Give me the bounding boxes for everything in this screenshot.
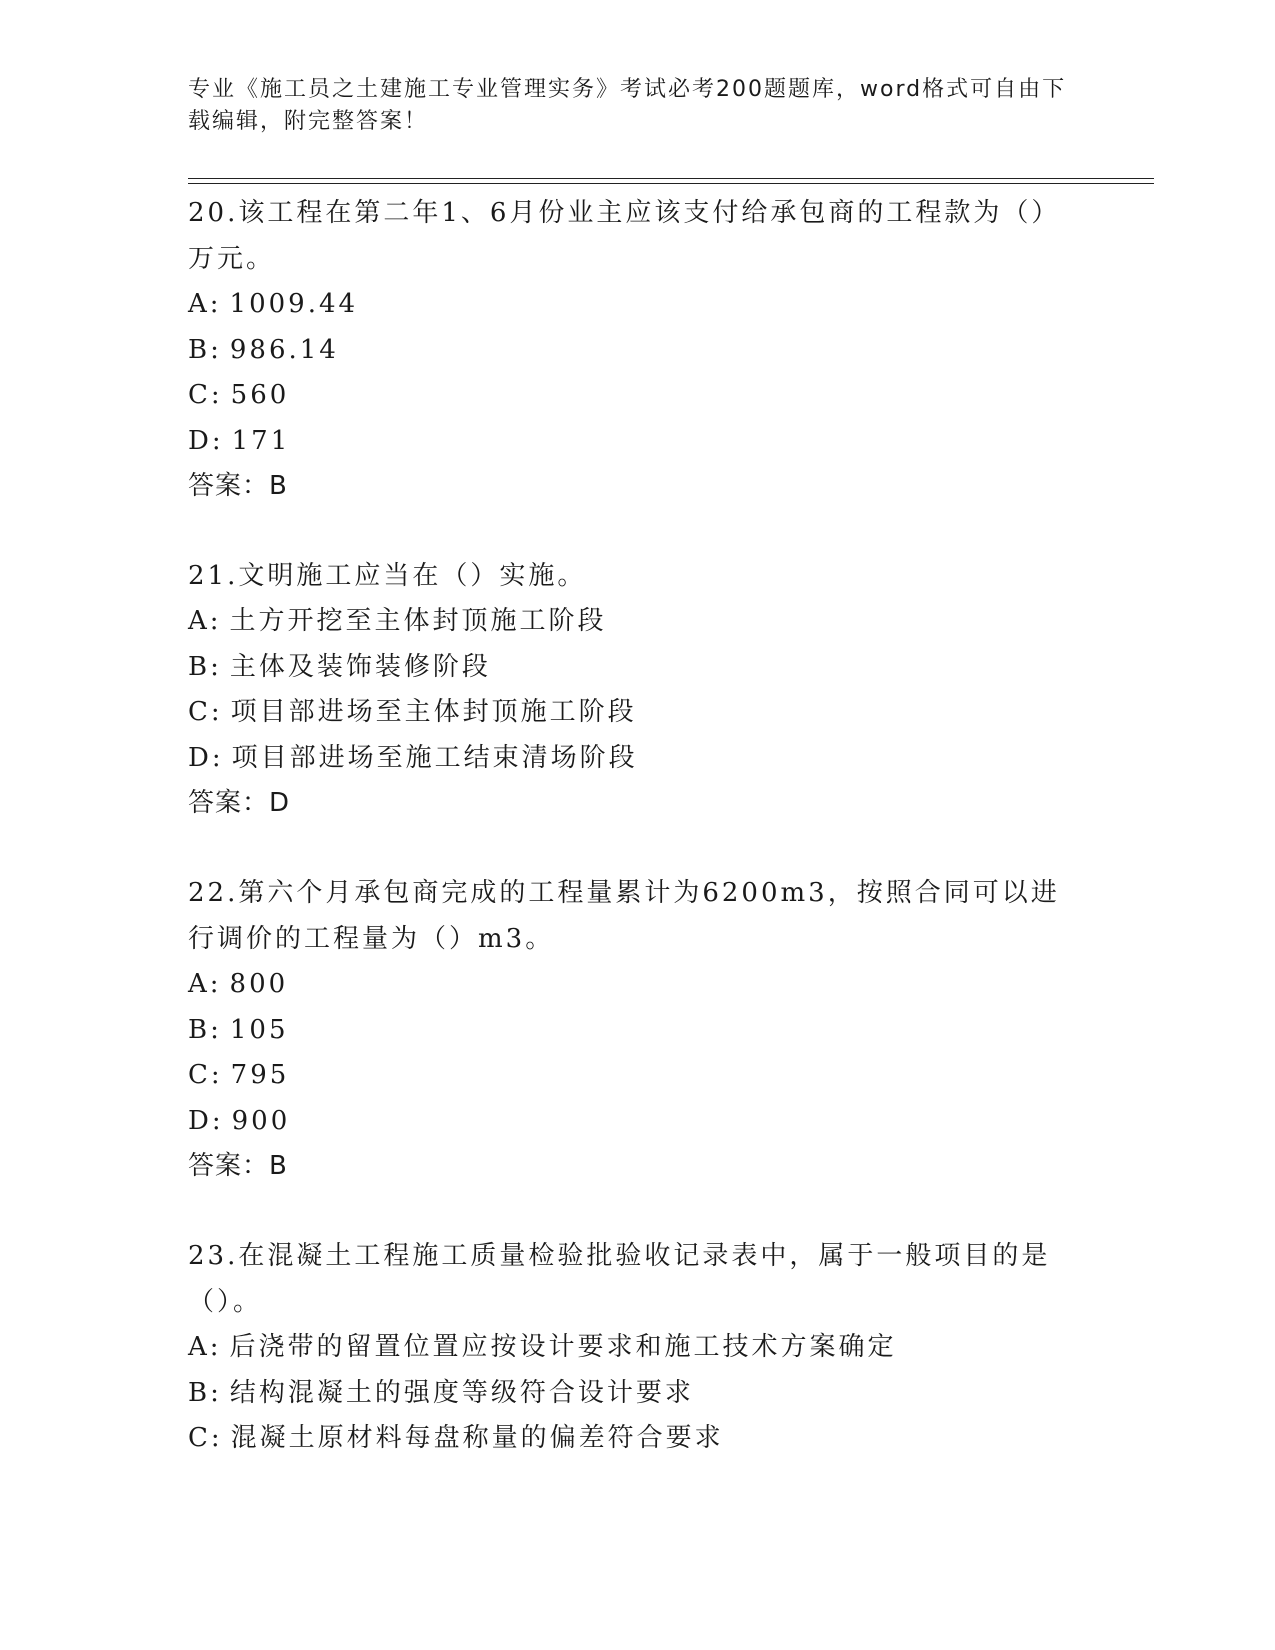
option-text: 1009.44	[229, 289, 359, 319]
option-text: 主体及装饰装修阶段	[229, 651, 491, 682]
option-b	[188, 328, 1088, 374]
option-letter: A:	[188, 289, 222, 319]
option-letter: D:	[188, 1105, 224, 1136]
option-a	[188, 962, 1088, 1008]
option-text: 900	[231, 1105, 291, 1136]
option-letter: B:	[188, 334, 222, 365]
option-text: 结构混凝土的强度等级符合设计要求	[229, 1377, 694, 1408]
option-letter: A:	[188, 606, 222, 636]
option-d	[188, 1099, 1088, 1145]
option-d	[188, 736, 1088, 782]
option-b	[188, 1008, 1088, 1054]
option-text: 项目部进场至主体封顶施工阶段	[230, 697, 637, 727]
question-stem: 21.文明施工应当在（）实施。	[188, 561, 587, 591]
header-title: 专业《施工员之土建施工专业管理实务》考试必考200题题库，word格式可自由下载编辑，附完整答案！	[188, 77, 1067, 134]
option-letter: C:	[188, 1060, 223, 1090]
question-22	[188, 868, 1088, 1189]
option-text: 项目部进场至施工结束清场阶段	[231, 742, 638, 773]
option-text: 混凝土原材料每盘称量的偏差符合要求	[230, 1423, 724, 1453]
option-c	[188, 1053, 1088, 1099]
question-stem: 22.第六个月承包商完成的工程量累计为6200m3，按照合同可以进行调价的工程量为（）m3。	[188, 878, 1060, 954]
option-text: 105	[229, 1014, 289, 1045]
option-letter: C:	[188, 380, 223, 410]
option-text: 795	[230, 1060, 290, 1090]
option-text: 后浇带的留置位置应按设计要求和施工技术方案确定	[229, 1332, 897, 1362]
question-stem: 20.该工程在第二年1、6月份业主应该支付给承包商的工程款为（）万元。	[188, 198, 1061, 274]
option-letter: B:	[188, 1377, 222, 1408]
option-a	[188, 282, 1088, 328]
option-letter: D:	[188, 425, 224, 456]
question-list	[188, 188, 1088, 1504]
option-letter: A:	[188, 1332, 222, 1362]
option-a	[188, 599, 1088, 645]
question-23	[188, 1231, 1088, 1462]
option-letter: B:	[188, 651, 222, 682]
option-text: 560	[230, 380, 290, 410]
option-c	[188, 373, 1088, 419]
option-b	[188, 1371, 1088, 1417]
option-text: 171	[231, 425, 291, 456]
document-header	[188, 74, 1068, 138]
option-c	[188, 1416, 1088, 1462]
option-text: 986.14	[229, 334, 339, 365]
answer-label: 答案：D	[188, 788, 291, 818]
option-a	[188, 1325, 1088, 1371]
option-c	[188, 690, 1088, 736]
option-letter: A:	[188, 969, 222, 999]
option-d	[188, 419, 1088, 465]
option-b	[188, 645, 1088, 691]
option-letter: D:	[188, 742, 224, 773]
option-letter: C:	[188, 1423, 223, 1453]
answer-label: 答案：B	[188, 471, 288, 501]
header-divider-top	[188, 178, 1154, 179]
option-text: 土方开挖至主体封顶施工阶段	[229, 606, 607, 636]
option-text: 800	[229, 969, 289, 999]
answer-label: 答案：B	[188, 1151, 288, 1181]
option-letter: C:	[188, 697, 223, 727]
question-21	[188, 551, 1088, 826]
option-letter: B:	[188, 1014, 222, 1045]
question-20	[188, 188, 1088, 509]
header-divider-bottom	[188, 183, 1154, 184]
question-stem: 23.在混凝土工程施工质量检验批验收记录表中，属于一般项目的是（）。	[188, 1241, 1051, 1317]
